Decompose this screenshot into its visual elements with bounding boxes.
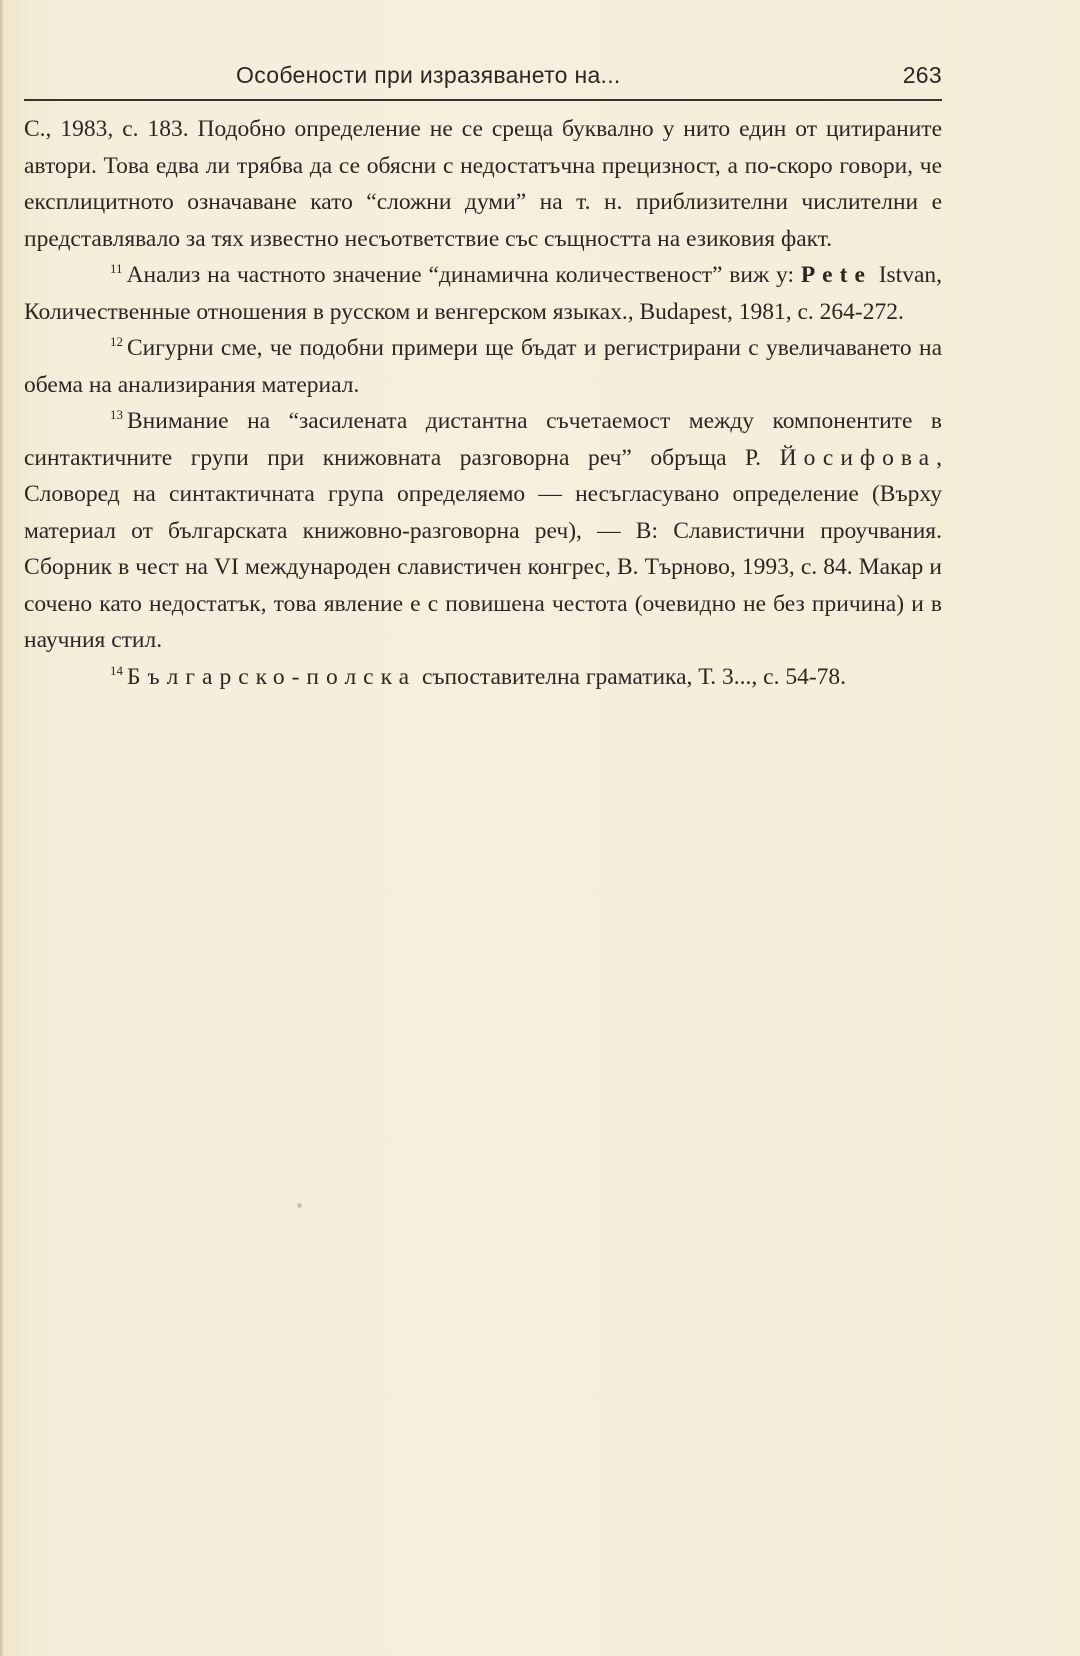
- running-header: [24, 62, 942, 98]
- page-edge: [0, 0, 4, 1656]
- running-title: Особености при изразяването на...: [236, 62, 621, 88]
- footnote-text: Сигурни сме, че подобни примери ще бъдат и регистрирани с увеличаването на обема на анализирания материал.: [24, 335, 942, 398]
- page-number: 263: [902, 62, 942, 88]
- footnote-text: съпоставителна граматика, Т. 3..., с. 54-78.: [416, 663, 847, 690]
- footnote-number: 14: [110, 662, 123, 678]
- footnote-11: [24, 257, 942, 330]
- footnote-14: [24, 659, 942, 696]
- header-rule: [24, 99, 942, 101]
- footnote-13: [24, 403, 942, 659]
- footnote-text: Внимание на “засилената дистантна съчетаемост между компонентите в синтактичните групи при книжовната разговорна реч” обръща Р.: [24, 408, 942, 471]
- footnote-number: 13: [110, 407, 123, 422]
- footnote-text: Istvan, Количественные отношения в русском и венгерском языках., Budapest, 1981, с. 264-272.: [24, 262, 943, 325]
- footnote-12: [24, 330, 942, 403]
- paper-speck: [297, 1203, 302, 1208]
- footnote-text: Анализ на частното значение “динамична количественост” виж у:: [126, 262, 794, 288]
- footnote-text: , Словоред на синтактичната група определяемо — несъгласувано определение (Върху материал от българската книжовно-разговорна реч), — В: Славистични проучвания. Сборник в чест на VI международен славистичен конгрес, В. Търново, 1993, с. 84. Макар и сочено като недостатък, това явление е с повишена честота (очевидно не без причина) и в научния стил.: [24, 444, 942, 653]
- footnote-number: 12: [110, 334, 123, 349]
- book-title-spaced: Българско-полска: [127, 663, 417, 690]
- footnote-number: 11: [110, 261, 123, 276]
- footnote-continuation: С., 1983, с. 183. Подобно определение не се среща буквално у нито един от цитираните автори. Това едва ли трябва да се обясни с недостатъчна прецизност, а по-скоро говори, че експлицитното означаване като “сложни думи” на т. н. приблизителни числителни е представлявало за тях известно несъответствие със същността на езиковия факт.: [24, 116, 942, 252]
- footnotes-block: [24, 111, 942, 695]
- author-name: Pete: [800, 262, 872, 288]
- author-name: Йосифова: [779, 444, 937, 471]
